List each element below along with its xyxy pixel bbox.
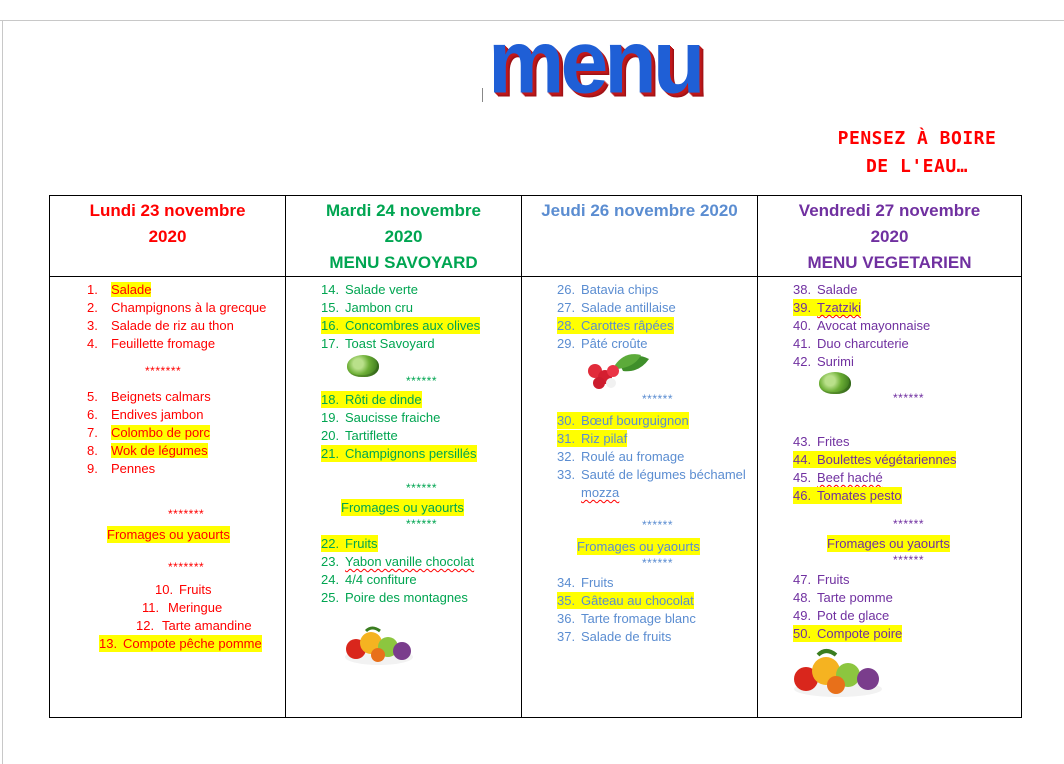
menu-item: Wok de légumes bbox=[111, 443, 208, 458]
menu-item: Gâteau au chocolat bbox=[581, 593, 694, 608]
menu-item: Saucisse fraiche bbox=[345, 410, 441, 425]
item-number: 4. bbox=[87, 336, 98, 351]
item-number: 41. bbox=[793, 336, 812, 351]
menu-item: Batavia chips bbox=[581, 282, 659, 297]
menu-item: Beef haché bbox=[817, 470, 883, 485]
day-year: 2020 bbox=[870, 227, 909, 246]
item-number: 12. bbox=[136, 618, 155, 633]
item-number: 2. bbox=[87, 300, 98, 315]
menu-item: Tarte fromage blanc bbox=[581, 611, 696, 626]
menu-item: Tarte amandine bbox=[162, 618, 252, 633]
item-number: 17. bbox=[321, 336, 340, 351]
menu-item: Salade antillaise bbox=[581, 300, 676, 315]
column-mardi bbox=[286, 277, 522, 718]
item-number: 38. bbox=[793, 282, 812, 297]
menu-item: Compote poire bbox=[817, 626, 903, 641]
item-number: 20. bbox=[321, 428, 340, 443]
menu-item: Fruits bbox=[179, 582, 212, 597]
menu-item: Pâté croûte bbox=[581, 336, 648, 351]
item-number: 48. bbox=[793, 590, 812, 605]
item-number: 34. bbox=[557, 575, 576, 590]
item-number: 40. bbox=[793, 318, 812, 333]
fromages-ou-yaourts: Fromages ou yaourts bbox=[341, 500, 464, 515]
item-number: 32. bbox=[557, 449, 576, 464]
menu-item: Yabon vanille chocolat bbox=[345, 554, 475, 569]
separator: ****** bbox=[406, 481, 438, 495]
menu-item: Pennes bbox=[111, 461, 156, 476]
menu-item: Salade de fruits bbox=[581, 629, 672, 644]
header-lundi bbox=[50, 196, 286, 277]
day-title: Lundi 23 novembre bbox=[89, 201, 246, 220]
day-year: 2020 bbox=[384, 227, 423, 246]
header-mardi bbox=[286, 196, 522, 277]
page-edge-left bbox=[2, 20, 3, 764]
item-number: 46. bbox=[793, 488, 812, 503]
item-number: 11. bbox=[142, 600, 160, 615]
menu-item: Rôti de dinde bbox=[345, 392, 422, 407]
item-number: 29. bbox=[557, 336, 576, 351]
fromages-ou-yaourts: Fromages ou yaourts bbox=[577, 539, 700, 554]
menu-item: Bœuf bourguignon bbox=[581, 413, 689, 428]
menu-item: Fruits bbox=[345, 536, 378, 551]
menu-item: Frites bbox=[817, 434, 850, 449]
day-title: Vendredi 27 novembre bbox=[798, 201, 981, 220]
menu-item: Avocat mayonnaise bbox=[817, 318, 931, 333]
item-number: 37. bbox=[557, 629, 576, 644]
header-jeudi bbox=[522, 196, 758, 277]
separator: ****** bbox=[893, 391, 925, 405]
item-number: 28. bbox=[557, 318, 576, 333]
menu-item: Pot de glace bbox=[817, 608, 890, 623]
day-title: Mardi 24 novembre bbox=[326, 201, 481, 220]
day-title: Jeudi 26 novembre 2020 bbox=[541, 201, 738, 220]
item-number: 25. bbox=[321, 590, 340, 605]
menu-item: Colombo de porc bbox=[111, 425, 210, 440]
item-number: 26. bbox=[557, 282, 576, 297]
menu-item: Meringue bbox=[168, 600, 223, 615]
item-number: 50. bbox=[793, 626, 812, 641]
menu-item: Jambon cru bbox=[345, 300, 413, 315]
item-number: 8. bbox=[87, 443, 98, 458]
menu-item: Compote pêche pomme bbox=[123, 636, 262, 651]
item-number: 39. bbox=[793, 300, 812, 315]
item-number: 27. bbox=[557, 300, 576, 315]
separator: ******* bbox=[145, 364, 182, 378]
menu-item: Tomates pesto bbox=[817, 488, 902, 503]
menu-item-continuation: mozza bbox=[581, 485, 620, 500]
menu-item: Poire des montagnes bbox=[345, 590, 468, 605]
separator: ******* bbox=[168, 507, 205, 521]
menu-item: Salade bbox=[817, 282, 858, 297]
menu-item: Champignons persillés bbox=[345, 446, 477, 461]
item-number: 22. bbox=[321, 536, 340, 551]
item-number: 42. bbox=[793, 354, 812, 369]
menu-item: Salade de riz au thon bbox=[111, 318, 234, 333]
menu-item: Champignons à la grecque bbox=[111, 300, 267, 315]
water-reminder bbox=[812, 125, 1022, 181]
water-reminder-line2: DE L'EAU… bbox=[865, 156, 969, 177]
item-number: 7. bbox=[87, 425, 98, 440]
salad-icon bbox=[347, 355, 379, 377]
day-theme: MENU SAVOYARD bbox=[329, 253, 478, 272]
menu-item: Salade bbox=[111, 282, 152, 297]
column-jeudi bbox=[522, 277, 758, 718]
item-number: 14. bbox=[321, 282, 340, 297]
day-theme: MENU VEGETARIEN bbox=[807, 253, 972, 272]
separator: ****** bbox=[406, 374, 438, 388]
column-vendredi bbox=[758, 277, 1022, 718]
item-number: 5. bbox=[87, 389, 98, 404]
menu-title: menu bbox=[488, 11, 702, 113]
menu-item: 4/4 confiture bbox=[345, 572, 417, 587]
item-number: 47. bbox=[793, 572, 812, 587]
menu-item: Toast Savoyard bbox=[345, 336, 435, 351]
fromages-ou-yaourts: Fromages ou yaourts bbox=[827, 536, 950, 551]
separator: ****** bbox=[893, 517, 925, 531]
item-number: 49. bbox=[793, 608, 812, 623]
menu-item: Endives jambon bbox=[111, 407, 204, 422]
item-number: 35. bbox=[557, 593, 576, 608]
separator: ****** bbox=[642, 518, 674, 532]
item-number: 15. bbox=[321, 300, 340, 315]
item-number: 31. bbox=[557, 431, 576, 446]
salad-icon bbox=[819, 372, 851, 394]
item-number: 6. bbox=[87, 407, 98, 422]
separator: ****** bbox=[406, 517, 438, 531]
item-number: 43. bbox=[793, 434, 812, 449]
menu-item: Boulettes végétariennes bbox=[817, 452, 957, 467]
menu-item: Duo charcuterie bbox=[817, 336, 909, 351]
menu-item: Feuillette fromage bbox=[111, 336, 216, 351]
menu-item: Concombres aux olives bbox=[345, 318, 481, 333]
menu-item: Tzatziki bbox=[817, 300, 862, 315]
radish-icon bbox=[585, 353, 651, 393]
item-number: 10. bbox=[155, 582, 174, 597]
item-number: 19. bbox=[321, 410, 340, 425]
item-number: 21. bbox=[321, 446, 340, 461]
item-number: 13. bbox=[99, 636, 118, 651]
separator: ****** bbox=[642, 556, 674, 570]
fruit-basket-icon bbox=[792, 645, 884, 697]
header-vendredi bbox=[758, 196, 1022, 277]
menu-item: Salade verte bbox=[345, 282, 418, 297]
separator: ******* bbox=[168, 560, 205, 574]
menu-item: Beignets calmars bbox=[111, 389, 211, 404]
item-number: 16. bbox=[321, 318, 340, 333]
item-number: 44. bbox=[793, 452, 812, 467]
item-number: 45. bbox=[793, 470, 812, 485]
fruit-basket-icon bbox=[344, 623, 414, 665]
item-number: 18. bbox=[321, 392, 340, 407]
item-number: 33. bbox=[557, 467, 576, 482]
menu-item: Roulé au fromage bbox=[581, 449, 685, 464]
menu-table bbox=[49, 195, 1022, 718]
item-number: 9. bbox=[87, 461, 98, 476]
menu-item: Surimi bbox=[817, 354, 854, 369]
menu-item: Sauté de légumes béchamel bbox=[581, 467, 746, 482]
menu-item: Carottes râpées bbox=[581, 318, 674, 333]
item-number: 30. bbox=[557, 413, 576, 428]
menu-item: Tarte pomme bbox=[817, 590, 893, 605]
fromages-ou-yaourts: Fromages ou yaourts bbox=[107, 527, 230, 542]
water-reminder-line1: PENSEZ À BOIRE bbox=[837, 128, 997, 149]
menu-item: Fruits bbox=[581, 575, 614, 590]
text-cursor bbox=[482, 88, 483, 102]
menu-item: Riz pilaf bbox=[581, 431, 628, 446]
item-number: 36. bbox=[557, 611, 576, 626]
item-number: 1. bbox=[87, 282, 98, 297]
menu-item: Tartiflette bbox=[345, 428, 398, 443]
item-number: 23. bbox=[321, 554, 340, 569]
day-year: 2020 bbox=[148, 227, 187, 246]
column-lundi bbox=[50, 277, 286, 718]
menu-item: Fruits bbox=[817, 572, 850, 587]
item-number: 3. bbox=[87, 318, 98, 333]
separator: ****** bbox=[893, 553, 925, 567]
separator: ****** bbox=[642, 392, 674, 406]
item-number: 24. bbox=[321, 572, 340, 587]
